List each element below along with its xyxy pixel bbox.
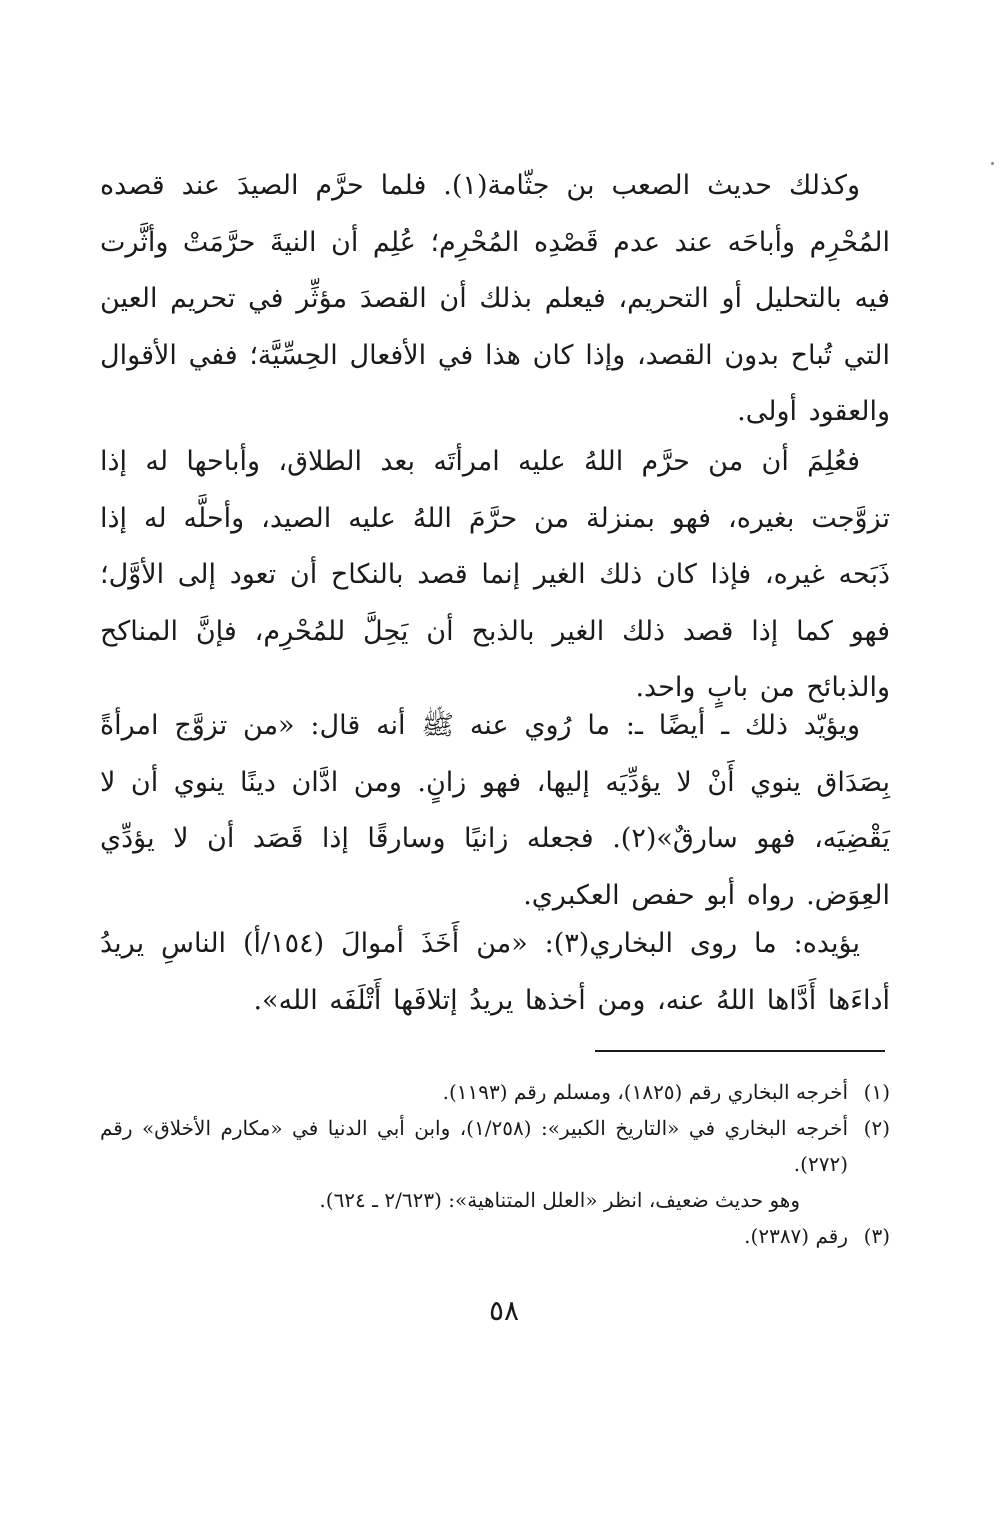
footnote-2-continuation: وهو حديث ضعيف، انظر «العلل المتناهية»: (٢/٦٢٣ ـ ٦٢٤). [319,1188,800,1212]
paragraph-text: فعُلِمَ أن من حرَّم اللهُ عليه امرأتَه بعد الطلاق، وأباحها له إذا تزوَّجت بغيره، فهو بمنزلة من حرَّمَ اللهُ عليه الصيد، وأحلَّه له إذا ذَبَحه غيره، فإذا كان ذلك الغير إنما قصد بالنكاح أن تعود إلى الأوَّل؛ فهو كما إذا قصد ذلك الغير بالذبح أن يَحِلَّ للمُحْرِم، فإنَّ المناكح والذبائح من بابٍ واحد. [100,446,890,703]
body-paragraph-4 [100,916,890,1029]
footnote-number: (٣) [863,1224,890,1248]
footnote-text: أخرجه البخاري رقم (١٨٢٥)، ومسلم رقم (١١٩٣). [442,1080,848,1104]
footnote-text: أخرجه البخاري في «التاريخ الكبير»: (١/٢٥٨)، وابن أبي الدنيا في «مكارم الأخلاق» رقم (٢٧٢). [100,1116,848,1176]
footnote-number: (١) [863,1080,890,1104]
page-number: ٥٨ [488,1294,520,1327]
footnote-text: رقم (٢٣٨٧). [744,1224,848,1248]
scan-speck [991,162,994,165]
footnote-separator [595,1050,885,1052]
paragraph-text: ويؤيّد ذلك ـ أيضًا ـ: ما رُوي عنه ﷺ أنه قال: «من تزوَّج امرأةً بِصَدَاق ينوي أَنْ لا يؤدِّيَه إليها، فهو زانٍ. ومن ادَّان دينًا ينوي أن لا يَقْضِيَه، فهو سارقٌ»(٢). فجعله زانيًا وسارقًا إذا قَصَد أن لا يؤدِّي العِوَض. رواه أبو حفص العكبري. [100,710,890,911]
footnote-3 [100,1218,890,1254]
body-paragraph-2 [100,434,890,717]
paragraph-text: وكذلك حديث الصعب بن جثّامة(١). فلما حرَّم الصيدَ عند قصده المُحْرِم وأباحَه عند عدم قَصْدِه المُحْرِم؛ عُلِم أن النيةَ حرَّمَتْ وأثَّرت فيه بالتحليل أو التحريم، فيعلم بذلك أن القصدَ مؤثِّر في تحريم العين التي تُباح بدون القصد، وإذا كان هذا في الأفعال الحِسِّيَّة؛ ففي الأقوال والعقود أولى. [100,170,890,427]
paragraph-text: يؤيده: ما روى البخاري(٣): «من أَخَذَ أموالَ (١٥٤/أ) الناسِ يريدُ أداءَها أَدَّاها اللهُ عنه، ومن أخذها يريدُ إتلافَها أَتْلَفَه الله». [100,928,890,1016]
footnote-2 [100,1110,890,1182]
body-paragraph-3 [100,698,890,924]
footnote-number: (٢) [863,1116,890,1140]
body-paragraph-1 [100,158,890,441]
footnotes [100,1074,890,1254]
footnote-1 [100,1074,890,1110]
